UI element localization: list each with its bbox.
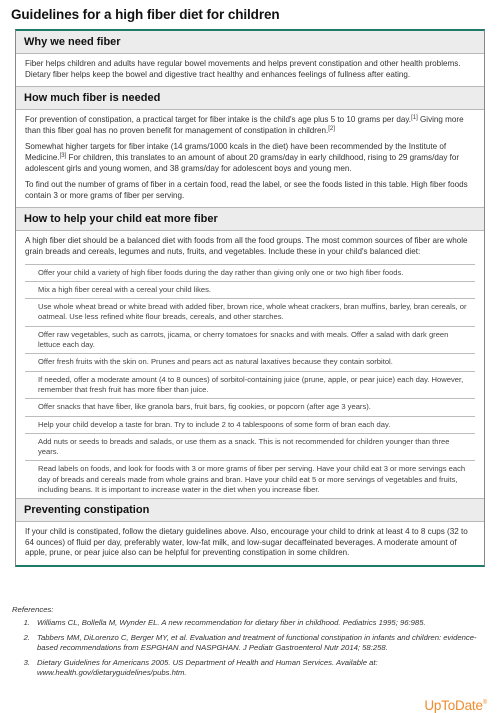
reference-text: Williams CL, Bollella M, Wynder EL. A new recommendation for dietary fiber in childhood. Pediatrics 1995; 96:985. xyxy=(37,618,426,628)
tips-list xyxy=(25,264,475,499)
text: Giving more than this fiber goal has no proven benefit for management of constipation in children. xyxy=(25,115,464,135)
reference-text: Dietary Guidelines for Americans 2005. US Department of Health and Human Services. Available at: www.health.gov/dietaryguidelines/pubs.htm. xyxy=(37,657,378,678)
tip-item: Offer snacks that have fiber, like granola bars, fruit bars, fig cookies, or popcorn (after age 3 years). xyxy=(25,398,475,415)
section-body-preventing-constipation xyxy=(16,522,484,565)
section-body-how-much-fiber xyxy=(16,110,484,207)
tip-item: Offer your child a variety of high fiber foods during the day rather than giving only one or two high fiber foods. xyxy=(25,264,475,281)
reference-item xyxy=(12,633,480,654)
tip-item: Add nuts or seeds to breads and salads, or use them as a snack. This is not recommended for children younger than three years. xyxy=(25,433,475,461)
registered-mark: ® xyxy=(482,700,487,706)
paragraph: To find out the number of grams of fiber in a certain food, read the label, or see the foods listed in this table. High fiber foods contain 3 or more grams of fiber per serving. xyxy=(25,180,468,200)
tip-item: Read labels on foods, and look for foods with 3 or more grams of fiber per serving. Have your child eat 3 or more servings each day of breads and cereals made from whole grains and bran. Have your child eat 5 or more servings of vegetables and fruits, including beans. It is important to increase water in the diet when you increase fiber. xyxy=(25,460,475,498)
uptodate-logo xyxy=(424,698,487,713)
section-heading-preventing-constipation: Preventing constipation xyxy=(16,498,484,522)
citation-3: [3] xyxy=(59,152,67,159)
paragraph: If your child is constipated, follow the dietary guidelines above. Also, encourage your child to drink at least 4 to 8 cups (32 to 64 ounces) of fluid per day, preferably water, low-fat milk, and low-sugar decaffeinated beverages. A moderate amount of apple, prune, or pear juice also can be helpful for preventing constipation in some children. xyxy=(25,527,468,558)
section-heading-how-much-fiber: How much fiber is needed xyxy=(16,86,484,110)
reference-number: 2. xyxy=(23,632,30,642)
references xyxy=(12,605,480,682)
logo-text: UpToDate xyxy=(424,698,483,713)
tip-item: Mix a high fiber cereal with a cereal your child likes. xyxy=(25,281,475,298)
paragraph: A high fiber diet should be a balanced diet with foods from all the food groups. The most common sources of fiber are whole grain breads and cereals, legumes and nuts, fruits, and vegetables. Include these in your child's balanced diet: xyxy=(25,236,468,256)
section-body-why-fiber xyxy=(16,54,484,86)
tip-item: Help your child develop a taste for bran. Try to include 2 to 4 tablespoons of some form of bran each day. xyxy=(25,416,475,433)
citation-1: [1] xyxy=(411,115,418,122)
reference-number: 3. xyxy=(23,657,30,667)
reference-item xyxy=(12,618,480,628)
section-heading-eat-more-fiber: How to help your child eat more fiber xyxy=(16,207,484,231)
text: For children, this translates to an amount of about 20 grams/day in early childhood, rising to 29 grams/day for adolescent girls and young women, and 38 grams/day for adolescent boys and young men. xyxy=(25,152,460,173)
tip-item: Offer fresh fruits with the skin on. Prunes and pears act as natural laxatives because they contain sorbitol. xyxy=(25,353,475,370)
reference-text: Tabbers MM, DiLorenzo C, Berger MY, et al. Evaluation and treatment of functional constipation in infants and children: evidence-based recommendations from ESPGHAN and NASPGHAN. J Pediatr Gastroenterol Nutr 2014; 58:258. xyxy=(37,632,477,653)
guidelines-table xyxy=(15,29,485,567)
section-heading-why-fiber: Why we need fiber xyxy=(16,31,484,54)
reference-number: 1. xyxy=(23,618,30,628)
reference-item xyxy=(12,658,480,679)
paragraph xyxy=(25,115,475,136)
section-body-eat-more-fiber xyxy=(16,231,484,498)
text: Somewhat higher targets for fiber intake (14 grams/1000 kcals in the diet) have been recommended by the Institute of Medicine. xyxy=(25,142,447,162)
document-title: Guidelines for a high fiber diet for children xyxy=(11,7,280,22)
citation-2: [2] xyxy=(328,125,335,132)
text: For prevention of constipation, a practical target for fiber intake is the child's age plus 5 to 10 grams per day. xyxy=(25,115,412,125)
tip-item: Use whole wheat bread or white bread with added fiber, brown rice, whole wheat crackers, bran muffins, barley, bran cereals, or oatmeal. Use less refined white flour breads, cereals, and other starches. xyxy=(25,298,475,326)
references-heading: References: xyxy=(12,605,54,614)
tip-item: Offer raw vegetables, such as carrots, jicama, or cherry tomatoes for snacks and with meals. Offer a salad with dark green lettuce each day. xyxy=(25,326,475,354)
paragraph: Fiber helps children and adults have regular bowel movements and helps prevent constipation and other health problems. Dietary fiber helps keep the bowel and digestive tract healthy and enhances feelings of fullness after eating. xyxy=(25,59,461,79)
tip-item: If needed, offer a moderate amount (4 to 8 ounces) of sorbitol-containing juice (prune, apple, or pear juice) each day. However, remember that fresh fruit has more fiber than juice. xyxy=(25,371,475,399)
paragraph xyxy=(25,142,475,174)
